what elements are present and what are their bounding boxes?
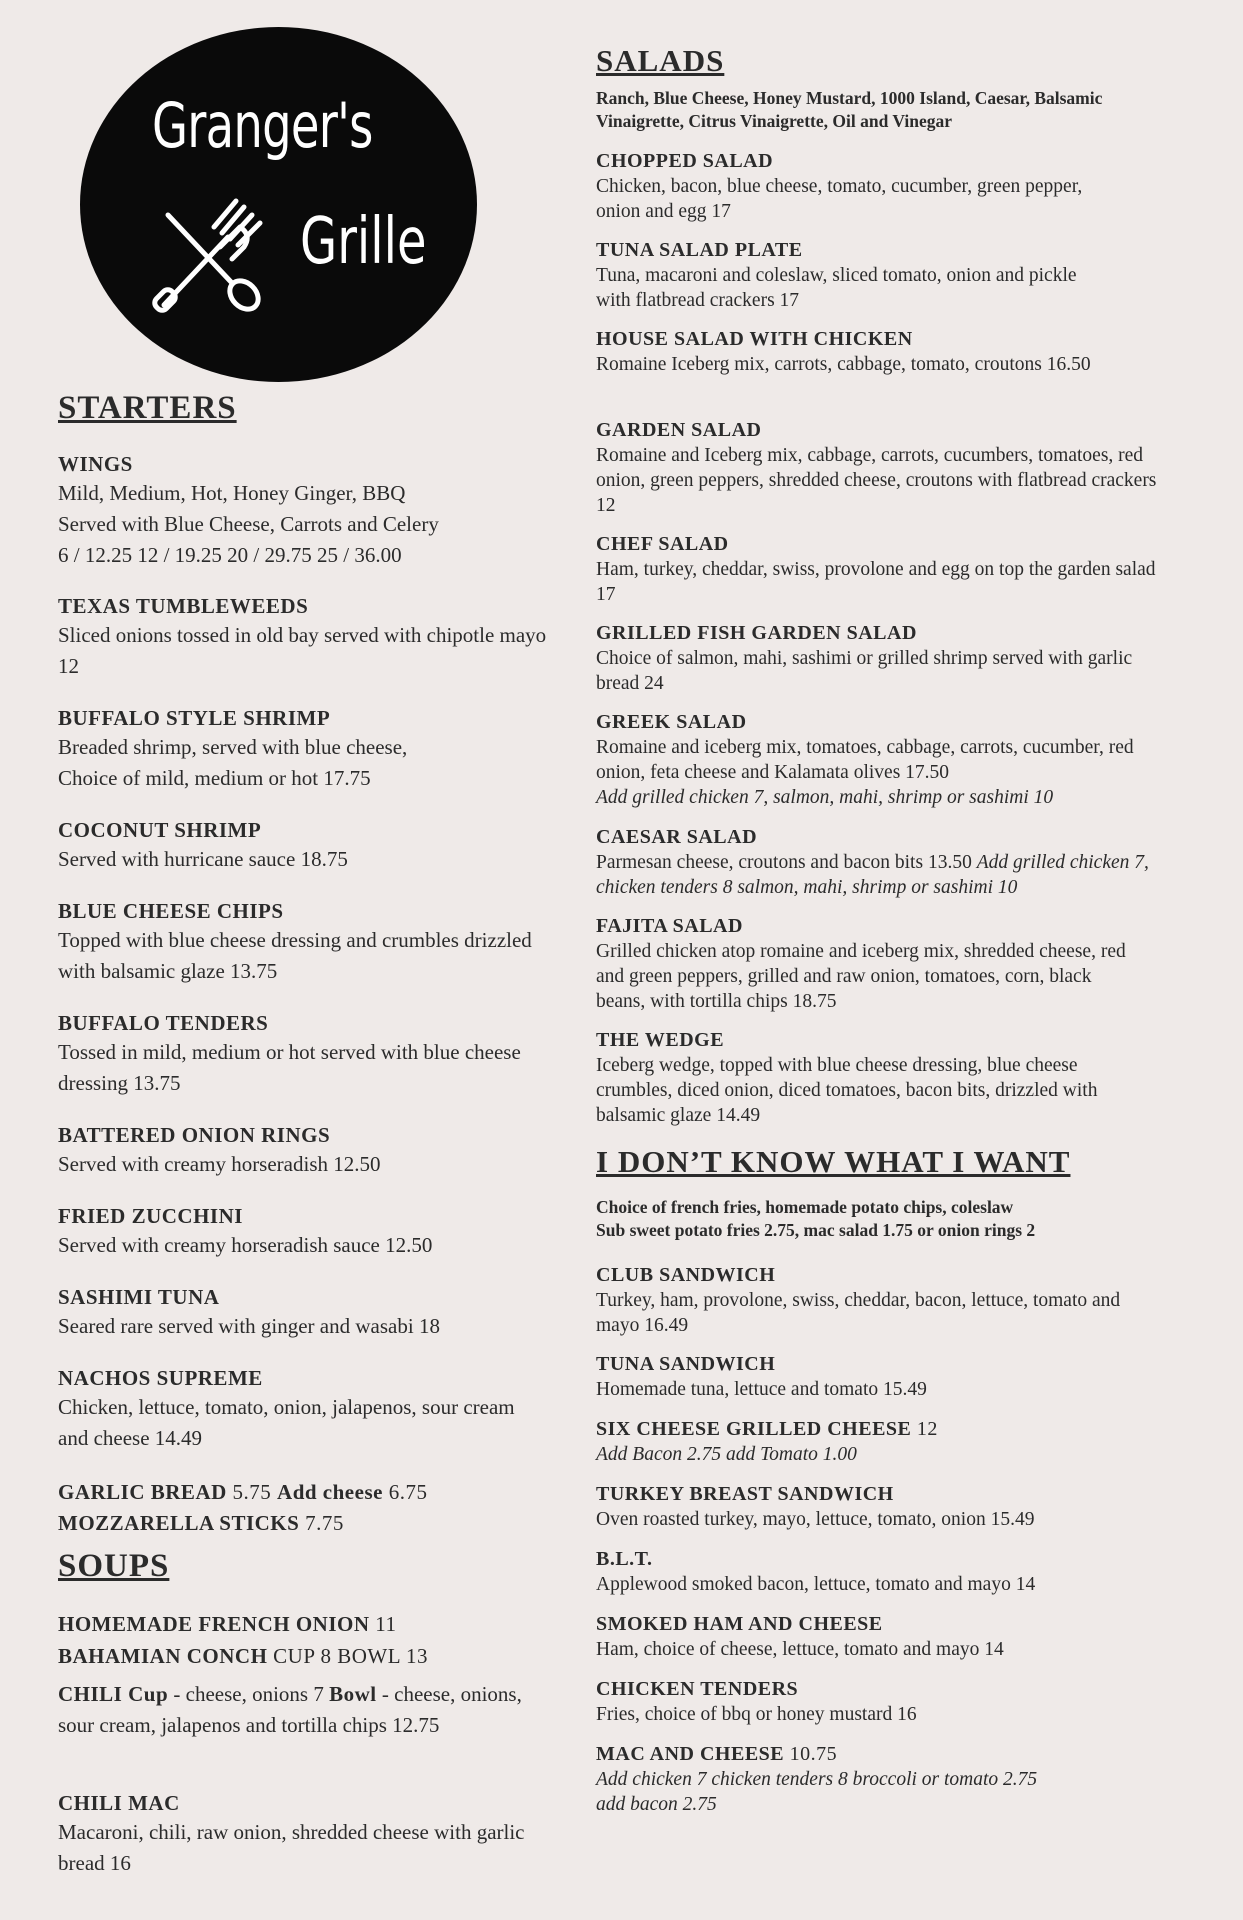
- item-name: HOUSE SALAD WITH CHICKEN: [596, 328, 913, 350]
- item-desc: Ham, choice of cheese, lettuce, tomato and mayo 14: [596, 1639, 1004, 1660]
- item-name: BUFFALO TENDERS: [58, 1011, 269, 1035]
- menu-item: [58, 704, 558, 794]
- item-note: Add Bacon 2.75 add Tomato 1.00: [596, 1444, 857, 1465]
- item-name: SIX CHEESE GRILLED CHEESE 12: [596, 1418, 938, 1440]
- item-name: SASHIMI TUNA: [58, 1285, 220, 1309]
- item-name: SMOKED HAM AND CHEESE: [596, 1613, 883, 1635]
- logo-subtitle: Grille: [300, 205, 427, 279]
- menu-item-chili-mac: [58, 1789, 558, 1879]
- menu-item: [596, 1547, 1176, 1597]
- item-name: GRILLED FISH GARDEN SALAD: [596, 622, 917, 644]
- menu-item-six-cheese: [596, 1417, 1176, 1467]
- menu-item: [596, 1263, 1176, 1338]
- item-name: TUNA SANDWICH: [596, 1353, 776, 1375]
- menu-item: [596, 621, 1176, 696]
- item-desc: Served with creamy horseradish 12.50: [58, 1152, 381, 1176]
- item-name: MAC AND CHEESE 10.75: [596, 1743, 838, 1765]
- item-desc: Served with Blue Cheese, Carrots and Celery: [58, 512, 439, 536]
- menu-item-caesar-salad: [596, 825, 1176, 900]
- menu-item: [596, 914, 1176, 1014]
- salads-heading: SALADS: [596, 43, 725, 78]
- item-name: BLUE CHEESE CHIPS: [58, 899, 284, 923]
- item-name: TUNA SALAD PLATE: [596, 239, 803, 261]
- item-desc: Applewood smoked bacon, lettuce, tomato and mayo 14: [596, 1574, 1036, 1595]
- menu-item: [58, 1202, 558, 1261]
- sandwiches-heading: I DON’T KNOW WHAT I WANT: [596, 1144, 1071, 1179]
- menu-item-mac-and-cheese: [596, 1742, 1176, 1817]
- item-desc: Ham, turkey, cheddar, swiss, provolone and egg on top the garden salad 17: [596, 559, 1156, 605]
- item-desc: Turkey, ham, provolone, swiss, cheddar, bacon, lettuce, tomato and mayo 16.49: [596, 1290, 1121, 1336]
- item-desc: Tuna, macaroni and coleslaw, sliced tomato, onion and pickle with flatbread crackers 17: [596, 265, 1077, 311]
- menu-item: [58, 1121, 558, 1180]
- menu-item: [596, 1482, 1176, 1532]
- menu-item-mozzarella-sticks: MOZZARELLA STICKS 7.75: [58, 1511, 344, 1535]
- menu-item: [596, 1352, 1176, 1402]
- item-desc: Grilled chicken atop romaine and iceberg mix, shredded cheese, red and green peppers, grilled and raw onion, tomatoes, corn, black beans, with tortilla chips 18.75: [596, 941, 1126, 1012]
- item-desc: Sliced onions tossed in old bay served with chipotle mayo 12: [58, 623, 547, 678]
- sides-line-2: Sub sweet potato fries 2.75, mac salad 1.75 or onion rings 2: [596, 1220, 1036, 1240]
- item-name: GARDEN SALAD: [596, 419, 762, 441]
- item-name: CHICKEN TENDERS: [596, 1678, 799, 1700]
- menu-item: [58, 897, 558, 987]
- item-desc: Choice of salmon, mahi, sashimi or grilled shrimp served with garlic bread 24: [596, 648, 1133, 694]
- item-desc: Topped with blue cheese dressing and crumbles drizzled with balsamic glaze 13.75: [58, 928, 532, 983]
- item-name: GREEK SALAD: [596, 711, 747, 733]
- item-name: TEXAS TUMBLEWEEDS: [58, 594, 309, 618]
- item-desc: Romaine Iceberg mix, carrots, cabbage, tomato, croutons 16.50: [596, 354, 1091, 375]
- starters-heading: STARTERS: [58, 390, 237, 426]
- item-desc: Macaroni, chili, raw onion, shredded cheese with garlic bread 16: [58, 1820, 525, 1875]
- menu-item-chili: CHILI Cup - cheese, onions 7 Bowl - cheese, onions, sour cream, jalapenos and tortilla chips 12.75: [58, 1682, 522, 1737]
- item-note: add bacon 2.75: [596, 1794, 717, 1815]
- item-name: CHOPPED SALAD: [596, 150, 774, 172]
- item-note: Add grilled chicken 7, salmon, mahi, shrimp or sashimi 10: [596, 787, 1054, 808]
- item-desc: Breaded shrimp, served with blue cheese, Choice of mild, medium or hot 17.75: [58, 735, 408, 790]
- item-name: THE WEDGE: [596, 1029, 725, 1051]
- item-name: NACHOS SUPREME: [58, 1366, 263, 1390]
- menu-item: [596, 418, 1176, 518]
- menu-item: [58, 592, 558, 682]
- menu-item: [596, 532, 1176, 607]
- sides-line-1: Choice of french fries, homemade potato chips, coleslaw: [596, 1197, 1014, 1217]
- menu-item: [58, 1009, 558, 1099]
- item-desc: Chicken, bacon, blue cheese, tomato, cucumber, green pepper, onion and egg 17: [596, 176, 1083, 222]
- item-name: FAJITA SALAD: [596, 915, 743, 937]
- item-desc: Fries, choice of bbq or honey mustard 16: [596, 1704, 917, 1725]
- item-desc: Romaine and Iceberg mix, cabbage, carrots, cucumbers, tomatoes, red onion, green peppers, shredded cheese, croutons with flatbread crackers 12: [596, 445, 1157, 516]
- item-note: Add chicken 7 chicken tenders 8 broccoli or tomato 2.75: [596, 1769, 1038, 1790]
- item-name: BUFFALO STYLE SHRIMP: [58, 706, 331, 730]
- item-desc: Parmesan cheese, croutons and bacon bits 13.50 Add grilled chicken 7, chicken tenders 8 salmon, mahi, shrimp or sashimi 10: [596, 852, 1149, 898]
- item-desc: Served with creamy horseradish sauce 12.50: [58, 1233, 433, 1257]
- item-desc: Homemade tuna, lettuce and tomato 15.49: [596, 1379, 927, 1400]
- item-desc: Served with hurricane sauce 18.75: [58, 847, 348, 871]
- item-name: CHILI MAC: [58, 1791, 180, 1815]
- menu-item: [58, 1283, 558, 1342]
- item-desc: Chicken, lettuce, tomato, onion, jalapenos, sour cream and cheese 14.49: [58, 1395, 515, 1450]
- item-desc: Iceberg wedge, topped with blue cheese dressing, blue cheese crumbles, diced onion, diced tomatoes, bacon bits, drizzled with balsamic glaze 14.49: [596, 1055, 1098, 1126]
- item-name: WINGS: [58, 452, 133, 476]
- menu-item: [596, 1612, 1176, 1662]
- menu-item-wings: [58, 450, 558, 571]
- item-name: CLUB SANDWICH: [596, 1264, 776, 1286]
- menu-item: [58, 1364, 558, 1454]
- item-desc: Seared rare served with ginger and wasabi 18: [58, 1314, 440, 1338]
- item-desc: 6 / 12.25 12 / 19.25 20 / 29.75 25 / 36.00: [58, 543, 402, 567]
- item-name: FRIED ZUCCHINI: [58, 1204, 243, 1228]
- item-desc: Mild, Medium, Hot, Honey Ginger, BBQ: [58, 481, 406, 505]
- dressing-options: Ranch, Blue Cheese, Honey Mustard, 1000 Island, Caesar, Balsamic Vinaigrette, Citrus Vinaigrette, Oil and Vinegar: [596, 88, 1103, 131]
- menu-item-garlic-bread: GARLIC BREAD 5.75 Add cheese 6.75: [58, 1480, 428, 1504]
- item-name: COCONUT SHRIMP: [58, 818, 262, 842]
- item-name: CAESAR SALAD: [596, 826, 758, 848]
- item-name: CHEF SALAD: [596, 533, 729, 555]
- menu-item-conch: BAHAMIAN CONCH CUP 8 BOWL 13: [58, 1644, 429, 1668]
- fork-spoon-icon: [140, 187, 280, 317]
- menu-item: [596, 327, 1176, 377]
- logo-title: Granger's: [152, 89, 373, 162]
- menu-item-french-onion: HOMEMADE FRENCH ONION 11: [58, 1612, 397, 1636]
- item-desc: Oven roasted turkey, mayo, lettuce, tomato, onion 15.49: [596, 1509, 1035, 1530]
- menu-item: [596, 149, 1176, 224]
- item-name: BATTERED ONION RINGS: [58, 1123, 331, 1147]
- item-name: B.L.T.: [596, 1548, 653, 1570]
- item-name: TURKEY BREAST SANDWICH: [596, 1483, 894, 1505]
- item-desc: Tossed in mild, medium or hot served with blue cheese dressing 13.75: [58, 1040, 521, 1095]
- item-desc: Romaine and iceberg mix, tomatoes, cabbage, carrots, cucumber, red onion, feta cheese and Kalamata olives 17.50: [596, 737, 1134, 783]
- menu-item: [596, 1677, 1176, 1727]
- menu-item-greek-salad: [596, 710, 1176, 810]
- soups-heading: SOUPS: [58, 1548, 170, 1584]
- restaurant-logo: [80, 27, 477, 382]
- menu-item: [58, 816, 558, 875]
- menu-item: [596, 238, 1176, 313]
- menu-item: [596, 1028, 1176, 1128]
